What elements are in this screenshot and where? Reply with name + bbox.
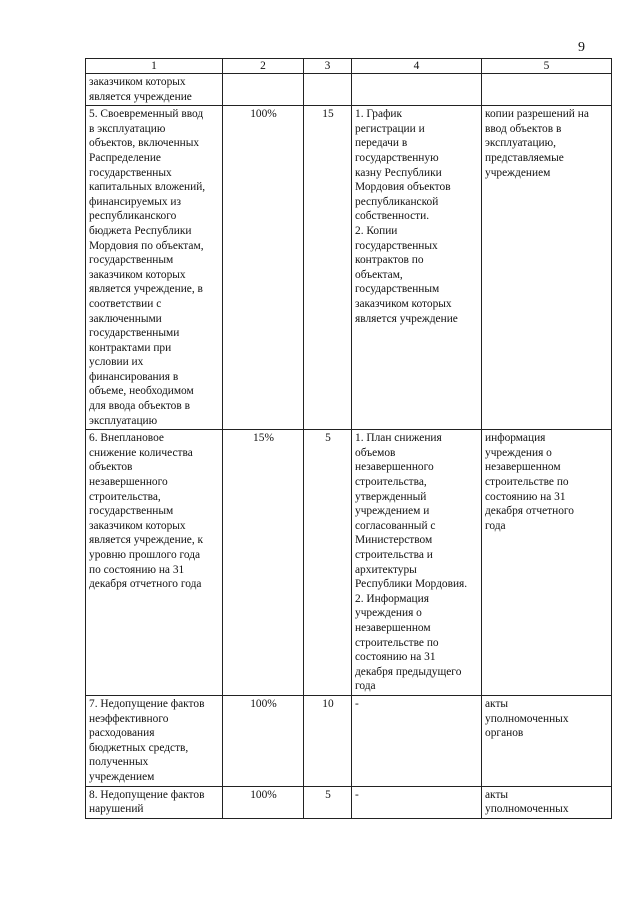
- basis-cell: -: [352, 695, 482, 786]
- value-cell: 100%: [223, 786, 304, 818]
- weight-cell: 5: [304, 430, 352, 696]
- header-cell: 4: [352, 59, 482, 74]
- source-cell: информация учреждения о незавершенном строительстве по состоянию на 31 декабря отчетного года: [482, 430, 612, 696]
- basis-cell: 1. График регистрации и передачи в государственную казну Республики Мордовия объектов республиканской собственности. 2. Копии государственных контрактов по объектам, государственным заказчиком которых является учреждение: [352, 106, 482, 430]
- weight-cell: 5: [304, 786, 352, 818]
- table-row: [86, 695, 612, 786]
- source-cell: акты уполномоченных: [482, 786, 612, 818]
- basis-cell: -: [352, 786, 482, 818]
- basis-cell: 1. План снижения объемов незавершенного строительства, утвержденный учреждением и согласованный с Министерством строительства и архитектуры Республики Мордовия. 2. Информация учреждения о незавершенном строительстве по состоянию на 31 декабря предыдущего года: [352, 430, 482, 696]
- value-cell: 15%: [223, 430, 304, 696]
- table-row: [86, 430, 612, 696]
- criterion-cell: 5. Своевременный ввод в эксплуатацию объектов, включенных Распределение государственных капитальных вложений, финансируемых из республиканского бюджета Республики Мордовия по объектам, государственным заказчиком которых является учреждение, в соответствии с заключенными государственными контрактами при условии их финансирования в объеме, необходимом для ввода объектов в эксплуатацию: [86, 106, 223, 430]
- table-row: [86, 74, 612, 106]
- basis-cell: [352, 74, 482, 106]
- table-row: [86, 106, 612, 430]
- table-row: [86, 786, 612, 818]
- value-cell: 100%: [223, 106, 304, 430]
- source-cell: акты уполномоченных органов: [482, 695, 612, 786]
- criterion-cell: 8. Недопущение фактов нарушений: [86, 786, 223, 818]
- weight-cell: 10: [304, 695, 352, 786]
- value-cell: [223, 74, 304, 106]
- value-cell: 100%: [223, 695, 304, 786]
- table-header-row: [86, 59, 612, 74]
- header-cell: 1: [86, 59, 223, 74]
- header-cell: 5: [482, 59, 612, 74]
- page-number: 9: [578, 40, 585, 55]
- weight-cell: [304, 74, 352, 106]
- criteria-table: [85, 58, 612, 819]
- source-cell: копии разрешений на ввод объектов в эксплуатацию, представляемые учреждением: [482, 106, 612, 430]
- header-cell: 3: [304, 59, 352, 74]
- criterion-cell: 7. Недопущение фактов неэффективного расходования бюджетных средств, полученных учреждением: [86, 695, 223, 786]
- header-cell: 2: [223, 59, 304, 74]
- source-cell: [482, 74, 612, 106]
- weight-cell: 15: [304, 106, 352, 430]
- criterion-cell: 6. Внеплановое снижение количества объектов незавершенного строительства, государственным заказчиком которых является учреждение, к уровню прошлого года по состоянию на 31 декабря отчетного года: [86, 430, 223, 696]
- criterion-cell: заказчиком которых является учреждение: [86, 74, 223, 106]
